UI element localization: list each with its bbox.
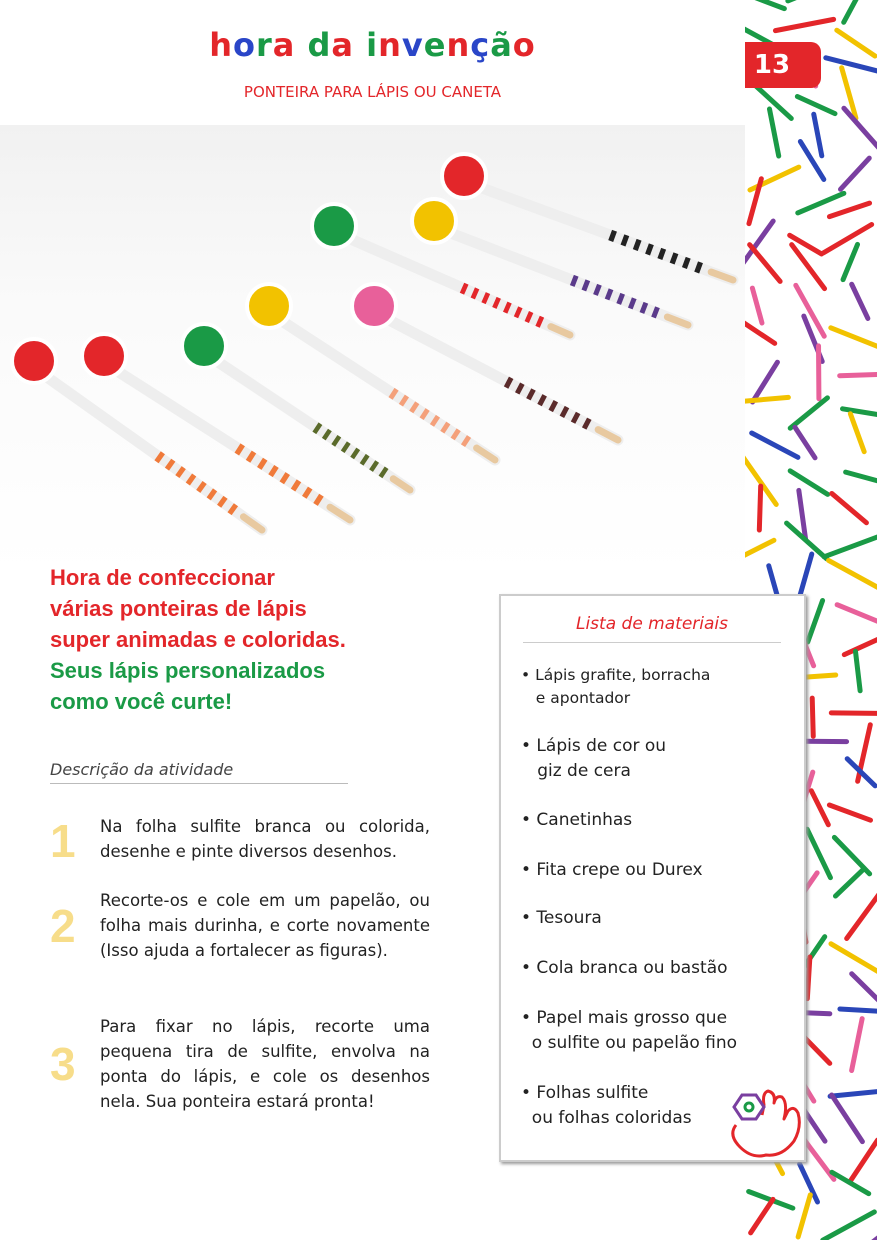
pencil-stripe — [464, 440, 468, 443]
pencil-topper — [182, 324, 226, 368]
pencil-stripe — [344, 446, 348, 449]
pencil-stripe — [647, 249, 652, 251]
pencil-stripe — [659, 253, 664, 255]
pencil-stripe — [220, 500, 224, 503]
intro-line: Hora de confeccionar — [50, 562, 346, 593]
sprinkle — [839, 1236, 877, 1240]
sprinkle — [840, 1009, 877, 1011]
pencil-stripe — [423, 413, 427, 416]
pencil-stripe — [494, 302, 498, 304]
sprinkle — [829, 203, 869, 217]
pencil-topper — [247, 284, 291, 328]
pencil-stripe — [238, 448, 243, 451]
pencil-stripe — [653, 312, 658, 314]
pencil-stripe — [402, 399, 406, 402]
pencil-stripe — [334, 440, 338, 443]
pencil-stripe — [454, 433, 458, 436]
intro-line: Seus lápis personalizados — [50, 655, 346, 686]
pencil-stripe — [584, 285, 589, 287]
sprinkle — [788, 0, 835, 1]
pencil-stripe — [540, 399, 544, 401]
pencil-stripe — [672, 258, 677, 260]
step-text: Para fixar no lápis, recorte uma pequena tira de sulfite, envolva na ponta do lápis, e cole os desenhos nela. Sua ponteira estará pronta! — [100, 1014, 430, 1114]
pencil — [200, 350, 410, 490]
sprinkle — [807, 957, 810, 999]
sprinkle — [831, 713, 877, 714]
sprinkle — [812, 698, 813, 736]
pencil-topper — [312, 204, 356, 248]
pencil-stripe — [518, 387, 522, 389]
sprinkle — [808, 601, 823, 642]
material-item: • Cola branca ou bastão — [521, 956, 728, 981]
sprinkle — [837, 30, 875, 56]
sprinkle — [855, 651, 860, 690]
sprinkle — [830, 1091, 877, 1097]
pencil-stripe — [505, 307, 509, 309]
intro-line: como você curte! — [50, 686, 346, 717]
pencil-stripe — [630, 303, 635, 305]
page-subtitle: PONTEIRA PARA LÁPIS OU CANETA — [0, 83, 745, 101]
pencil-stripe — [325, 433, 329, 436]
step-1 — [50, 814, 430, 868]
sprinkle — [852, 1019, 863, 1071]
pencil-stripe — [316, 498, 321, 501]
pencil-stripe — [433, 420, 437, 423]
pencil-stripe — [189, 478, 193, 481]
material-item: • Lápis grafite, borracha e apontador — [521, 664, 710, 710]
sprinkle — [795, 427, 815, 458]
sprinkle — [823, 224, 871, 253]
pencil-stripe — [473, 292, 477, 294]
pencil — [265, 310, 495, 460]
materials-heading: Lista de materiais — [523, 614, 781, 643]
pencil-stripe — [635, 244, 640, 246]
sprinkle — [811, 791, 828, 825]
pencil-stripe — [372, 465, 376, 468]
sprinkle — [844, 635, 877, 654]
description-heading: Descrição da atividade — [50, 760, 348, 784]
pencil-stripe — [168, 463, 172, 466]
page-number: 13 — [745, 42, 821, 88]
pencil-tip — [598, 430, 618, 440]
pencil-topper — [352, 284, 396, 328]
pencil-stripe — [572, 280, 577, 282]
sprinkle — [852, 974, 877, 1003]
step-3 — [50, 1014, 430, 1114]
sprinkle — [790, 471, 827, 495]
sprinkle — [832, 1095, 863, 1142]
step-number: 2 — [50, 888, 100, 963]
sprinkle — [752, 288, 762, 323]
pencil-stripe — [382, 471, 386, 474]
pencil-stripe — [642, 307, 647, 309]
sprinkle — [790, 398, 827, 428]
sprinkle — [844, 0, 862, 22]
sprinkle — [807, 829, 830, 877]
sprinkle — [850, 1140, 877, 1182]
pencil-stripe — [684, 262, 689, 264]
sprinkle — [745, 540, 774, 557]
pencil-stripe — [538, 321, 542, 323]
sprinkle — [831, 328, 877, 349]
hand-holding-nut-icon — [722, 1085, 812, 1165]
sprinkle — [752, 433, 798, 457]
sprinkle — [797, 96, 835, 113]
sprinkle — [824, 536, 877, 556]
material-item: • Folhas sulfite ou folhas coloridas — [521, 1081, 692, 1131]
pencil-stripe — [305, 491, 310, 494]
sprinkle — [745, 0, 784, 9]
pencil-stripe — [178, 471, 182, 474]
pencil-stripe — [529, 393, 533, 395]
pencil-topper — [82, 334, 126, 378]
pencil-stripe — [353, 452, 357, 455]
step-number: 3 — [50, 1014, 100, 1114]
sprinkle — [832, 493, 867, 522]
intro-highlight: ponteiras de lápis — [120, 596, 307, 621]
pencil — [460, 180, 733, 280]
pencil-stripe — [562, 411, 566, 413]
sprinkle — [840, 158, 869, 189]
sprinkle — [831, 944, 877, 972]
material-item: • Lápis de cor ou giz de cera — [521, 734, 666, 784]
pencil-stripe — [506, 382, 510, 384]
sprinkle — [769, 109, 778, 156]
page-title: hora da invenção — [0, 26, 745, 64]
pencil-stripe — [316, 427, 320, 430]
material-item: • Fita crepe ou Durex — [521, 858, 703, 883]
sprinkle — [850, 414, 864, 452]
pencil-toppers-photo — [0, 125, 745, 575]
pencil-stripe — [595, 289, 600, 291]
pencil-stripe — [283, 477, 288, 480]
sprinkle — [745, 397, 788, 401]
step-2 — [50, 888, 430, 963]
pencil-stripe — [271, 470, 276, 473]
pencil-stripe — [622, 240, 627, 242]
pencil-stripe — [607, 294, 612, 296]
pencil-topper — [12, 339, 56, 383]
pencil-tip — [393, 479, 410, 490]
sprinkle — [843, 244, 857, 279]
material-item: • Papel mais grosso que o sulfite ou papelão fino — [521, 1006, 737, 1056]
pencil-stripe — [260, 462, 265, 465]
sprinkle — [750, 245, 780, 282]
pencil — [430, 225, 688, 325]
sprinkle — [846, 472, 877, 483]
material-item: • Tesoura — [521, 906, 602, 931]
intro-text — [50, 562, 346, 717]
sprinkle — [775, 19, 833, 30]
sprinkle — [847, 895, 877, 939]
sprinkle — [843, 409, 877, 416]
sprinkle — [823, 1212, 875, 1240]
pencil-stripe — [158, 456, 162, 459]
pencil-stripe — [573, 417, 577, 419]
sprinkle — [837, 605, 877, 622]
pencil-stripe — [199, 485, 203, 488]
step-text: Recorte-os e cole em um papelão, ou folha mais durinha, e corte novamente (Isso ajuda a fortalecer as figuras). — [100, 888, 430, 963]
sprinkle — [829, 805, 870, 820]
pencil-topper — [442, 154, 486, 198]
intro-line: super animadas e coloridas. — [50, 624, 346, 655]
pencil-stripe — [462, 288, 466, 290]
pencil-stripe — [412, 406, 416, 409]
pencil-stripe — [484, 297, 488, 299]
step-number: 1 — [50, 814, 100, 868]
pencil-stripe — [443, 426, 447, 429]
pencil-stripe — [551, 405, 555, 407]
pencil-stripe — [610, 235, 615, 237]
sprinkle — [814, 114, 822, 156]
sprinkle — [753, 362, 778, 402]
sprinkle — [826, 58, 877, 72]
pencil-topper — [412, 199, 456, 243]
intro-line: várias — [50, 596, 120, 621]
sprinkle — [798, 193, 844, 213]
pencil-stripe — [392, 393, 396, 396]
pencil-stripe — [294, 484, 299, 487]
materials-box — [499, 594, 806, 1162]
sprinkle — [829, 560, 877, 588]
pencil-stripe — [249, 455, 254, 458]
sprinkle — [835, 870, 862, 896]
sprinkle — [798, 1195, 810, 1237]
pencil — [370, 310, 618, 440]
sprinkle — [759, 486, 760, 530]
pencil-stripe — [210, 493, 214, 496]
pencil-stripe — [618, 298, 623, 300]
material-item: • Canetinhas — [521, 808, 632, 833]
pencil-stripe — [231, 508, 235, 511]
sprinkle — [751, 1199, 773, 1232]
pencil-stripe — [516, 311, 520, 313]
pencil-stripe — [363, 459, 367, 462]
sprinkle — [844, 108, 877, 149]
sprinkle — [840, 374, 877, 376]
pencil-stripe — [527, 316, 531, 318]
sprinkle — [832, 1172, 869, 1193]
pencil-stripe — [585, 422, 589, 424]
sprinkle — [852, 284, 868, 318]
step-text: Na folha sulfite branca ou colorida, desenhe e pinte diversos desenhos. — [100, 814, 430, 868]
pencil-stripe — [696, 267, 701, 269]
